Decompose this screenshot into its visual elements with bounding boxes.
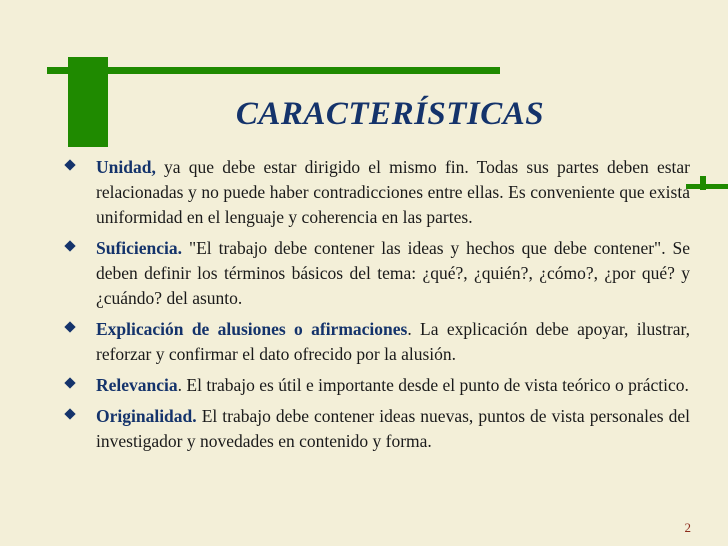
diamond-bullet-icon	[64, 408, 75, 419]
list-item	[66, 317, 690, 367]
diamond-bullet-icon	[64, 159, 75, 170]
list-item	[66, 236, 690, 311]
diamond-bullet-icon	[64, 321, 75, 332]
decorative-right-tick	[700, 176, 706, 190]
item-term: Relevancia	[96, 375, 178, 395]
item-text: El trabajo debe contener ideas nuevas, puntos de vista personales del investigador y novedades en contenido y forma.	[96, 406, 690, 451]
item-text: . La explicación debe apoyar, ilustrar, reforzar y confirmar el dato ofrecido por la alusión.	[96, 319, 690, 364]
decorative-right-line	[686, 184, 728, 189]
item-text: . El trabajo es útil e importante desde el punto de vista teórico o práctico.	[177, 375, 689, 395]
characteristics-list	[66, 155, 690, 460]
item-term: Originalidad.	[96, 406, 197, 426]
diamond-bullet-icon	[64, 240, 75, 251]
list-item	[66, 373, 690, 398]
list-item	[66, 155, 690, 230]
item-term: Suficiencia.	[96, 238, 183, 258]
item-term: Unidad,	[96, 157, 156, 177]
decorative-top-line	[47, 67, 500, 74]
slide-title: CARACTERÍSTICAS	[235, 96, 545, 132]
page-number: 2	[684, 520, 691, 535]
diamond-bullet-icon	[64, 377, 75, 388]
item-term: Explicación de alusiones o afirmaciones	[96, 319, 408, 339]
list-item	[66, 404, 690, 454]
item-text: ya que debe estar dirigido el mismo fin. Todas sus partes deben estar relacionadas y no puede haber contradicciones entre ellas. Es conveniente que exista uniformidad en el lenguaje y coherencia en las partes.	[96, 157, 690, 227]
item-text: "El trabajo debe contener las ideas y hechos que debe contener". Se deben definir los términos básicos del tema: ¿qué?, ¿quién?, ¿cómo?, ¿por qué? y ¿cuándo? del asunto.	[96, 238, 690, 308]
